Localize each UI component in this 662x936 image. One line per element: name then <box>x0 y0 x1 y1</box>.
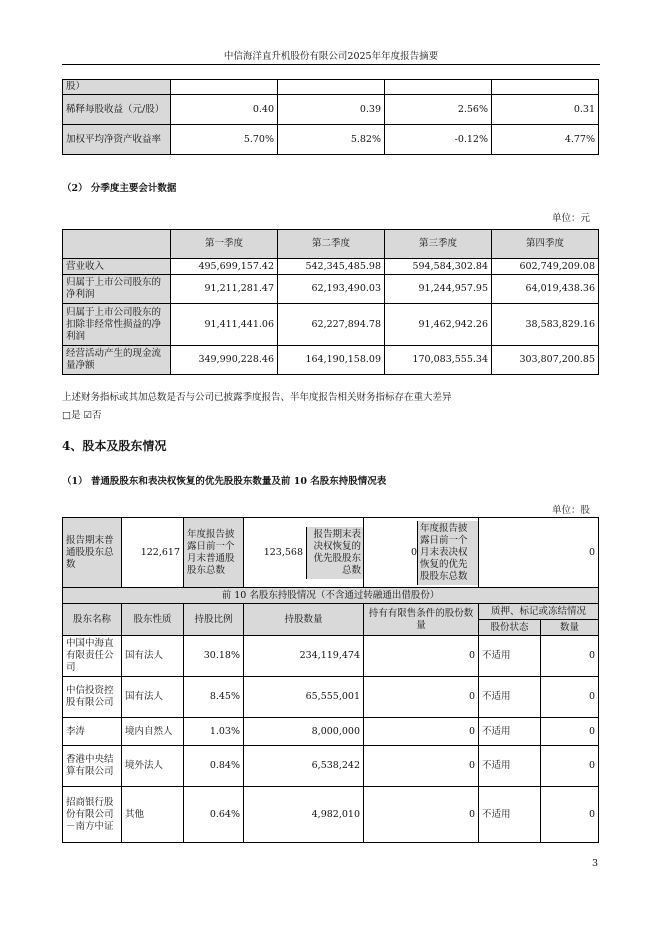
table-cell: 349,990,228.46 <box>171 346 278 375</box>
row-label: 经营活动产生的现金流量净额 <box>63 346 171 375</box>
header-cell: 持有有限售条件的股份数量 <box>364 604 479 636</box>
table-cell: 91,211,281.47 <box>171 275 278 304</box>
summary-value <box>244 518 364 588</box>
holder-count: 0 <box>541 787 599 843</box>
table-row <box>63 636 599 677</box>
table-row <box>63 304 599 346</box>
table-cell: 0.31 <box>492 95 599 125</box>
table-cell <box>492 80 599 95</box>
row-label: 营业收入 <box>63 259 171 275</box>
table-cell <box>278 80 385 95</box>
table-row <box>63 80 599 95</box>
table-cell: 5.70% <box>171 125 278 155</box>
row-label: 稀释每股收益（元/股） <box>63 95 171 125</box>
holder-qty: 4,982,010 <box>244 787 364 843</box>
table-cell: 2.56% <box>385 95 492 125</box>
row-label: 归属于上市公司股东的净利润 <box>63 275 171 304</box>
table-cell: 64,019,438.36 <box>492 275 599 304</box>
table-row <box>63 275 599 304</box>
holder-status: 不适用 <box>479 746 541 787</box>
table-cell: 4.77% <box>492 125 599 155</box>
table-cell <box>171 80 278 95</box>
quarterly-table <box>62 229 599 375</box>
table-cell: 542,345,485.98 <box>278 259 385 275</box>
table-cell: 0.40 <box>171 95 278 125</box>
header-cell: 持股比例 <box>184 604 244 636</box>
table-cell: 602,749,209.08 <box>492 259 599 275</box>
holder-status: 不适用 <box>479 636 541 677</box>
header-cell: 第一季度 <box>171 230 278 259</box>
summary-label: 报告期末普通股股东总数 <box>63 518 122 588</box>
holder-restricted: 0 <box>364 746 479 787</box>
table-cell: 0.39 <box>278 95 385 125</box>
shareholders-unit: 单位：股 <box>551 505 590 516</box>
holder-nature: 其他 <box>122 787 184 843</box>
table-cell: 5.82% <box>278 125 385 155</box>
quarter-unit: 单位：元 <box>551 213 590 224</box>
row-label: 股） <box>63 80 171 95</box>
header-cell: 第四季度 <box>492 230 599 259</box>
holder-name: 中信投资控股有限公司 <box>63 677 122 718</box>
holder-ratio: 0.84% <box>184 746 244 787</box>
holder-ratio: 0.64% <box>184 787 244 843</box>
header-cell: 股东名称 <box>63 604 122 636</box>
holder-nature: 境外法人 <box>122 746 184 787</box>
holder-status: 不适用 <box>479 677 541 718</box>
shareholders-table <box>62 517 599 843</box>
table-row <box>63 95 599 125</box>
top-financial-table <box>62 79 599 155</box>
page-header: 中信海洋直升机股份有限公司2025年年度报告摘要 <box>223 51 439 62</box>
holder-qty: 8,000,000 <box>244 718 364 746</box>
table-row <box>63 718 599 746</box>
table-cell: 91,462,942.26 <box>385 304 492 346</box>
table-row <box>63 746 599 787</box>
row-label: 归属于上市公司股东的扣除非经常性损益的净利润 <box>63 304 171 346</box>
row-label: 加权平均净资产收益率 <box>63 125 171 155</box>
summary-row <box>63 518 599 588</box>
table-header-row <box>63 230 599 259</box>
holder-name: 招商银行股份有限公司－南方中证 <box>63 787 122 843</box>
summary-value: 0 <box>479 518 599 588</box>
table-cell: 91,411,441.06 <box>171 304 278 346</box>
header-cell: 持股数量 <box>244 604 364 636</box>
table-row <box>63 259 599 275</box>
holder-name: 香港中央结算有限公司 <box>63 746 122 787</box>
header-cell: 数量 <box>541 620 599 636</box>
holder-restricted: 0 <box>364 787 479 843</box>
holder-restricted: 0 <box>364 677 479 718</box>
header-cell: 股东性质 <box>122 604 184 636</box>
header-cell: 第三季度 <box>385 230 492 259</box>
table-row <box>63 125 599 155</box>
holder-status: 不适用 <box>479 718 541 746</box>
holder-name: 李涛 <box>63 718 122 746</box>
quarter-section-title: （2） 分季度主要会计数据 <box>62 183 177 194</box>
holder-count: 0 <box>541 718 599 746</box>
holder-status: 不适用 <box>479 787 541 843</box>
holder-qty: 234,119,474 <box>244 636 364 677</box>
summary-value: 122,617 <box>122 518 184 588</box>
holder-count: 0 <box>541 636 599 677</box>
table-row <box>63 787 599 843</box>
holder-ratio: 1.03% <box>184 718 244 746</box>
summary-value-text: 0 <box>410 546 417 558</box>
holder-count: 0 <box>541 677 599 718</box>
table-cell: 303,807,200.85 <box>492 346 599 375</box>
top10-title: 前 10 名股东持股情况（不含通过转融通出借股份） <box>63 588 599 604</box>
table-cell: 62,193,490.03 <box>278 275 385 304</box>
summary-label-inline: 报告期末表决权恢复的优先股股东总数 <box>306 527 363 579</box>
page-number: 3 <box>591 858 598 869</box>
header-cell: 质押、标记或冻结情况 <box>479 604 599 620</box>
top10-title-row <box>63 588 599 604</box>
holder-restricted: 0 <box>364 718 479 746</box>
holder-qty: 65,555,001 <box>244 677 364 718</box>
summary-value-cell <box>364 518 479 588</box>
summary-label-inline: 年度报告披露日前一个月末表决权恢复的优先股股东总数 <box>417 521 478 585</box>
header-divider <box>62 64 600 65</box>
table-cell: 164,190,158.09 <box>278 346 385 375</box>
holder-nature: 国有法人 <box>122 677 184 718</box>
table-cell: -0.12% <box>385 125 492 155</box>
table-cell: 91,244,957.95 <box>385 275 492 304</box>
table-cell: 38,583,829.16 <box>492 304 599 346</box>
table-cell <box>385 80 492 95</box>
header-cell <box>63 230 171 259</box>
holder-restricted: 0 <box>364 636 479 677</box>
table-cell: 170,083,555.34 <box>385 346 492 375</box>
table-row <box>63 346 599 375</box>
summary-value-text: 123,568 <box>263 546 303 558</box>
holder-nature: 国有法人 <box>122 636 184 677</box>
header-cell: 第二季度 <box>278 230 385 259</box>
header-cell: 股份状态 <box>479 620 541 636</box>
table-cell: 495,699,157.42 <box>171 259 278 275</box>
holder-count: 0 <box>541 746 599 787</box>
table-header-row <box>63 604 599 620</box>
summary-label: 年度报告披露日前一个月末普通股股东总数 <box>184 518 244 588</box>
holder-nature: 境内自然人 <box>122 718 184 746</box>
table-row <box>63 677 599 718</box>
difference-note: 上述财务指标或其加总数是否与公司已披露季度报告、半年度报告相关财务指标存在重大差异 <box>62 392 452 403</box>
shareholders-subtitle: （1） 普通股股东和表决权恢复的优先股股东数量及前 10 名股东持股情况表 <box>62 476 387 487</box>
holder-qty: 6,538,242 <box>244 746 364 787</box>
table-cell: 594,584,302.84 <box>385 259 492 275</box>
section4-title: 4、股本及股东情况 <box>62 439 167 453</box>
difference-choice: □是 ☑否 <box>62 410 102 421</box>
table-cell: 62,227,894.78 <box>278 304 385 346</box>
holder-name: 中国中海直有限责任公司 <box>63 636 122 677</box>
holder-ratio: 30.18% <box>184 636 244 677</box>
holder-ratio: 8.45% <box>184 677 244 718</box>
